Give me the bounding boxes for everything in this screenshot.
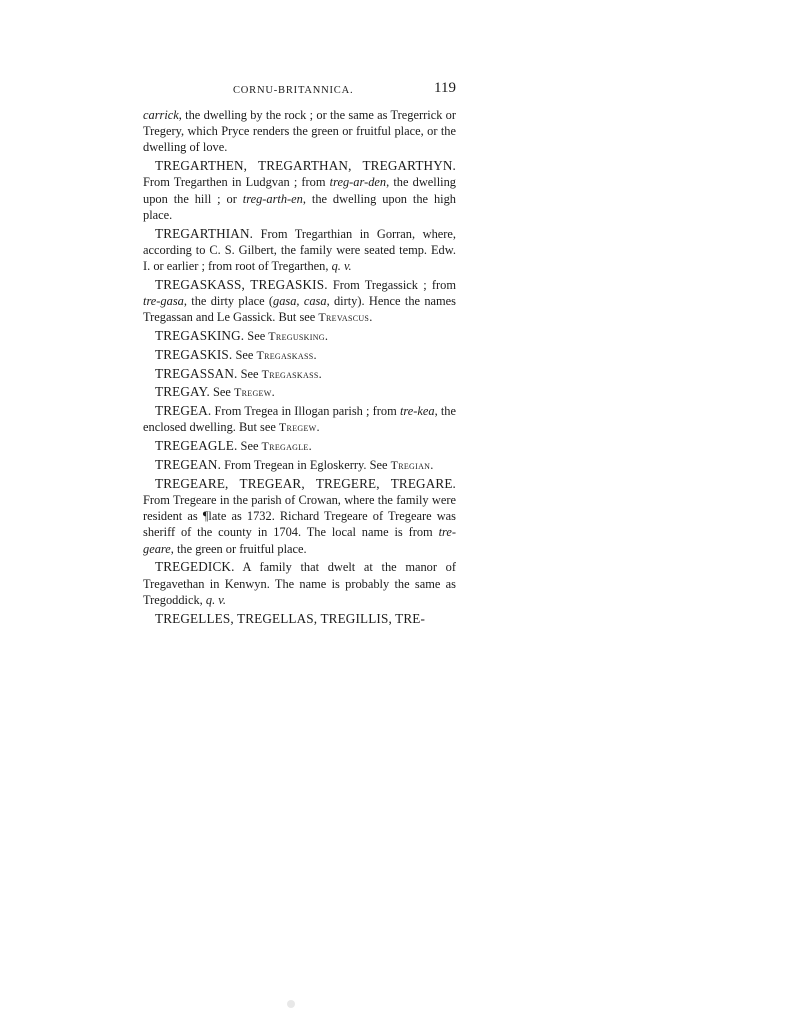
- italic-term: gasa, casa: [273, 294, 327, 309]
- italic-term: tre-geare: [143, 525, 456, 556]
- entry-paragraph: [143, 384, 456, 400]
- entry-paragraph: [143, 403, 456, 435]
- entry-paragraph: [143, 226, 456, 275]
- italic-term: treg-ar-den: [329, 175, 387, 190]
- entry-text: .: [316, 420, 320, 435]
- entry-paragraph: [143, 476, 456, 557]
- entry-text: , dirty). Hence the names Tregassan and Le Gassick. But see: [143, 294, 456, 325]
- continued-paragraph: [143, 107, 456, 156]
- entry-paragraph: [143, 366, 456, 382]
- running-title: CORNU-BRITANNICA.: [233, 85, 354, 96]
- cross-reference: Tregagle: [261, 439, 309, 454]
- entry-paragraph: [143, 438, 456, 454]
- entry-text: From Tregeare in the parish of Crowan, where the family were resident as ¶late as 1732. Richard Tregeare of Tregeare was sheriff of the county in 1704. The local name is from: [143, 493, 456, 540]
- entry-headword: TREGEA.: [155, 403, 212, 419]
- entry-headword: TREGARTHEN, TREGARTHAN, TREGARTHYN.: [155, 158, 456, 174]
- body-text: [143, 107, 456, 629]
- entry-headword: TREGEARE, TREGEAR, TREGERE, TREGARE.: [155, 475, 456, 491]
- entry-text: See: [237, 366, 262, 381]
- entry-paragraph: [143, 328, 456, 344]
- cross-reference: Tregusking: [268, 329, 325, 344]
- entry-text: From Tregean in Egloskerry. See: [221, 458, 391, 472]
- entry-text: From Tregarthen in Ludgvan ; from: [143, 175, 330, 190]
- entry-paragraph: [143, 347, 456, 363]
- entry-text: .: [369, 310, 373, 325]
- entry-text: See: [237, 439, 262, 454]
- entry-text: , the dwelling upon the hill ; or: [143, 175, 456, 206]
- running-head: [143, 80, 456, 102]
- entry-headword: TREGASKIS.: [155, 346, 233, 362]
- entry-paragraph: [143, 277, 456, 326]
- entry-paragraph: [143, 457, 456, 473]
- entry-text: See: [232, 347, 257, 362]
- entry-text: , the dwelling by the rock ; or the same as Tregerrick or Tregery, which Pryce renders the green or fruitful place, or the dwelling of love.: [143, 108, 456, 155]
- entry-paragraph: [143, 559, 456, 608]
- entry-text: From Tregarthian in Gorran, where, according to C. S. Gilbert, the family were seated temp. Edw. I. or earlier ; from root of Tregarthen,: [143, 226, 456, 274]
- entry-text: .: [430, 458, 434, 472]
- cross-reference: Tregaskass: [261, 366, 319, 381]
- italic-term: tre-kea: [399, 404, 435, 419]
- entry-paragraph: [143, 158, 456, 223]
- entry-text: See: [244, 329, 269, 344]
- entry-text: See: [209, 385, 235, 400]
- entry-headword: TREGEAN.: [155, 457, 222, 472]
- italic-term: q. v.: [331, 259, 352, 274]
- entry-text: , the enclosed dwelling. But see: [143, 404, 456, 435]
- entry-headword: TREGASKASS, TREGASKIS.: [155, 276, 328, 292]
- entry-headword: TREGASKING.: [155, 328, 245, 344]
- entry-text: .: [313, 347, 317, 362]
- entry-headword: TREGEAGLE.: [155, 438, 238, 454]
- italic-term: tre-gasa: [143, 294, 184, 309]
- entry-text: , the green or fruitful place.: [170, 541, 307, 556]
- cross-reference: Trevascus: [318, 310, 370, 325]
- entry-headword: TREGEDICK.: [155, 559, 235, 575]
- italic-term: q. v.: [205, 592, 226, 607]
- italic-term: carrick: [143, 108, 179, 122]
- entry-headword: TREGAY.: [155, 384, 210, 400]
- entry-text: .: [271, 385, 275, 400]
- entry-paragraph: [143, 611, 456, 627]
- page-number: 119: [434, 80, 456, 96]
- scan-speck: [287, 1000, 295, 1008]
- entry-text: .: [324, 329, 328, 344]
- entry-text: , the dirty place (: [183, 294, 274, 309]
- italic-term: treg-arth-en: [242, 191, 303, 206]
- cross-reference: Tregaskass: [256, 347, 314, 362]
- entry-headword: TREGARTHIAN.: [155, 225, 254, 241]
- cross-reference: Tregian: [390, 458, 431, 472]
- entry-text: A family that dwelt at the manor of Tregavethan in Kenwyn. The name is probably the same as Tregoddick,: [143, 560, 456, 607]
- entry-headword: TREGELLES, TREGELLAS, TREGILLIS, TRE-: [155, 610, 426, 626]
- entry-text: .: [308, 439, 312, 454]
- entry-text: , the dwelling upon the high place.: [143, 191, 456, 222]
- cross-reference: Tregew: [234, 385, 272, 400]
- entry-text: .: [318, 366, 322, 381]
- entry-text: From Tregassick ; from: [327, 277, 456, 292]
- cross-reference: Tregew: [278, 420, 317, 435]
- entry-headword: TREGASSAN.: [155, 365, 238, 381]
- entry-text: From Tregea in Illogan parish ; from: [211, 404, 400, 419]
